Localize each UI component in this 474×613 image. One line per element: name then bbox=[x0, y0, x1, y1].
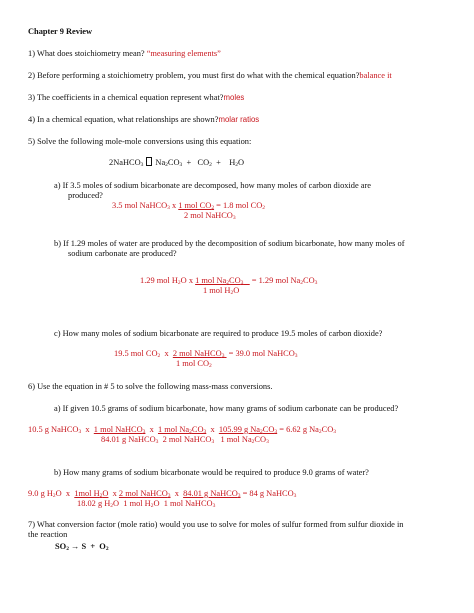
document-title: Chapter 9 Review bbox=[28, 27, 93, 36]
answer-6a-denominator: 84.01 g NaHCO$_3$ 2 mol NaHCO$_3$ 1 mol $Na_2CO_3$ bbox=[101, 435, 269, 445]
answer-5b-numerator: 1.29 mol $H_2O$ x 1 mol $Na_2CO_3$ = 1.29 mol $Na_2CO_3$ bbox=[140, 276, 318, 286]
answer-2: balance it bbox=[359, 71, 392, 80]
question-1: 1) What does stoichiometry mean? “measuring elements” bbox=[28, 49, 221, 58]
question-5c: c) How many moles of sodium bicarbonate are required to produce 19.5 moles of carbon dioxide? bbox=[54, 329, 383, 338]
answer-5a-denominator: 2 mol NaHCO$_3$ bbox=[184, 211, 236, 221]
question-6: 6) Use the equation in # 5 to solve the following mass-mass conversions. bbox=[28, 382, 273, 391]
question-5b-line1: b) If 1.29 moles of water are produced by the decomposition of sodium bicarbonate, how many moles of bbox=[54, 239, 405, 248]
question-7-line2: the reaction bbox=[28, 530, 68, 539]
answer-6a-numerator: 10.5 g NaHCO$_3$ x 1 mol NaHCO$_3$ x 1 mol $Na_2CO_3$ x 105.99 g $Na_2CO_3 = 6.62$ g $Na_2CO_3$ bbox=[28, 425, 337, 435]
question-6b: b) How many grams of sodium bicarbonate would be required to produce 9.0 grams of water? bbox=[54, 468, 369, 477]
question-4: 4) In a chemical equation, what relationships are shown?molar ratios bbox=[28, 115, 260, 124]
sulfur-dioxide-equation: $SO_2 \to S + O_2$ bbox=[55, 542, 109, 552]
question-3: 3) The coefficients in a chemical equation represent what?moles bbox=[28, 93, 245, 102]
answer-5a-numerator: 3.5 mol NaHCO$_3$ x 1 mol $CO_2 = 1.8$ mol $CO_2$ bbox=[112, 201, 266, 211]
answer-1: “measuring elements” bbox=[146, 49, 221, 58]
question-6a: a) If given 10.5 grams of sodium bicarbonate, how many grams of sodium carbonate can be produced? bbox=[54, 404, 399, 413]
question-5a-line1: a) If 3.5 moles of sodium bicarbonate are decomposed, how many moles of carbon dioxide are bbox=[54, 181, 371, 190]
answer-4: molar ratios bbox=[218, 115, 260, 124]
question-2: 2) Before performing a stoichiometry problem, you must first do what with the chemical equation?balance it bbox=[28, 71, 392, 80]
answer-6b-numerator: 9.0 g $H_2O$ x 1mol $H_2O$ x 2 mol NaHCO$_3$ x 84.01 g NaHCO$_3$ = 84 g NaHCO$_3$ bbox=[28, 489, 297, 499]
question-5b-line2: sodium carbonate are produced? bbox=[68, 249, 177, 258]
question-5: 5) Solve the following mole-mole conversions using this equation: bbox=[28, 137, 252, 146]
answer-5c-denominator: 1 mol $CO_2$ bbox=[176, 359, 212, 369]
answer-5b-denominator: 1 mol $H_2O$ bbox=[203, 286, 240, 296]
chemical-equation: 2NaHCO$_3$ $Na_2CO_3$ + $CO_2$ + $H_2O$ bbox=[109, 158, 245, 168]
answer-6b-denominator: 18.02 g $H_2O$ 1 mol $H_2O$ 1 mol NaHCO$_3$ bbox=[77, 499, 216, 509]
answer-5c-numerator: 19.5 mol $CO_2$ x 2 mol NaHCO$_3$ = 39.0 mol NaHCO$_3$ bbox=[114, 349, 298, 359]
missing-glyph-box bbox=[146, 157, 152, 166]
question-5a-line2: produced? bbox=[68, 191, 103, 200]
answer-3: moles bbox=[223, 93, 245, 102]
question-7-line1: 7) What conversion factor (mole ratio) would you use to solve for moles of sulfur formed from sulfur dioxide in bbox=[28, 520, 404, 529]
